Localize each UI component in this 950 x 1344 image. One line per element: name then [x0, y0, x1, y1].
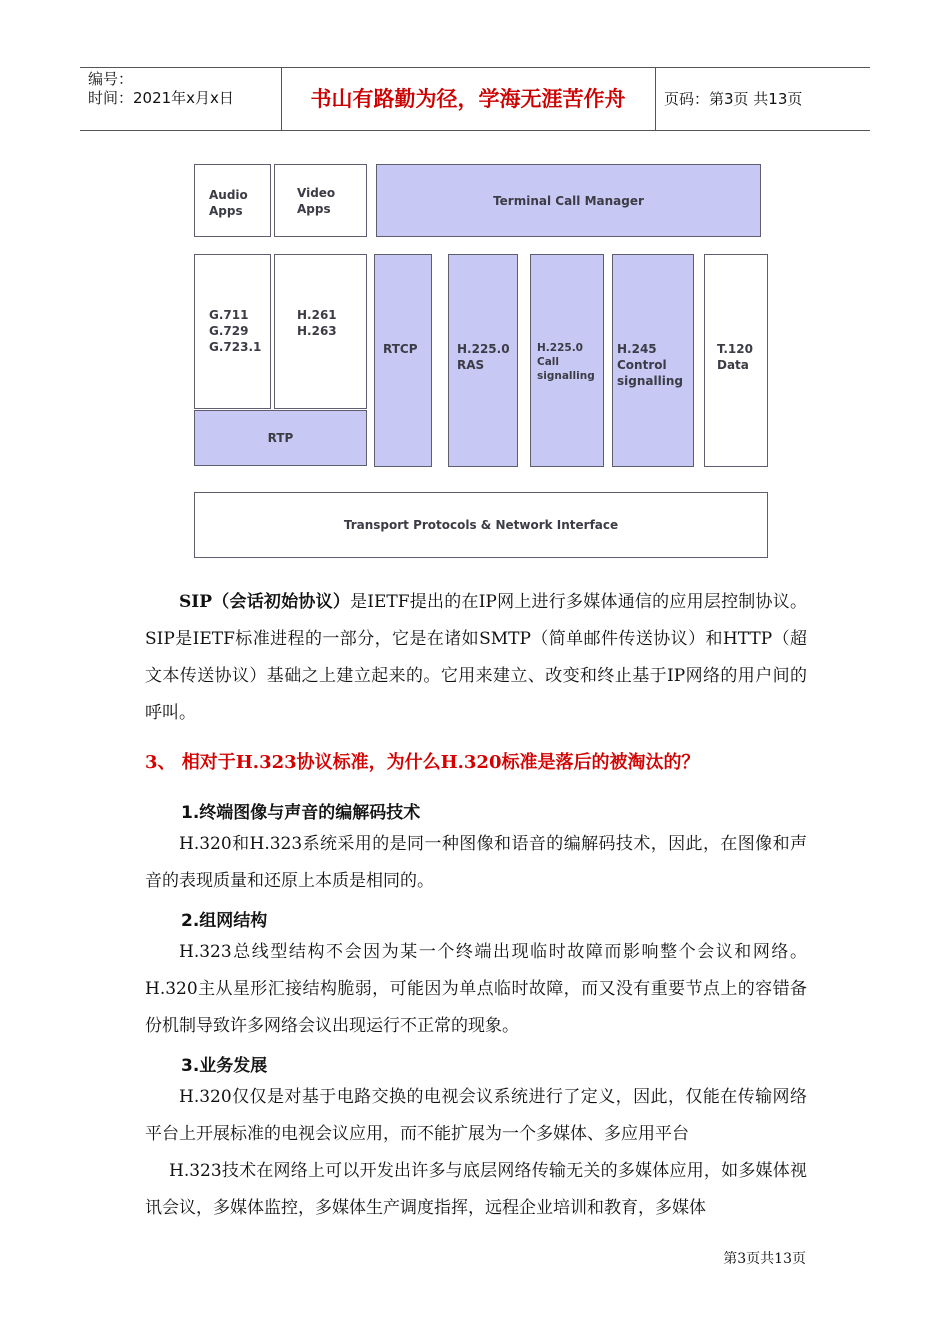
sip-lead: SIP（会话初始协议）: [179, 592, 351, 612]
control-signalling-box: H.245 Control signalling: [612, 254, 694, 467]
video-apps-box: Video Apps: [274, 164, 367, 237]
rtcp-box: RTCP: [374, 254, 432, 467]
header-motto: 书山有路勤为径，学海无涯苦作舟: [310, 87, 626, 111]
subheading-business-development: 3.业务发展: [181, 1056, 268, 1076]
sip-text: 是IETF提出的在IP网上进行多媒体通信的应用层控制协议。SIP是IETF标准进程的一部分，它是在诸如SMTP（简单邮件传送协议）和HTTP（超文本传送协议）基础之上建立起来的。它用来建立、改变和终止基于IP网络的用户间的呼叫。: [145, 592, 807, 723]
paragraph-business-h320: H.320仅仅是对基于电路交换的电视会议系统进行了定义，因此，仅能在传输网络平台上开展标准的电视会议应用，而不能扩展为一个多媒体、多应用平台: [145, 1087, 807, 1144]
audio-apps-box: Audio Apps: [194, 164, 271, 237]
ras-box: H.225.0 RAS: [448, 254, 518, 467]
section-heading: 3、 相对于H.323协议标准，为什么H.320标准是落后的被淘汰的？: [145, 752, 700, 773]
subheading-network-structure: 2.组网结构: [181, 911, 268, 931]
header-meta: [88, 70, 234, 108]
sip-paragraph: [145, 584, 807, 732]
data-box: T.120 Data: [704, 254, 768, 467]
doc-number-label: 编号：: [88, 70, 134, 88]
page-footer: 第3页共13页: [723, 1251, 806, 1267]
call-signalling-box: H.225.0 Call signalling: [530, 254, 604, 467]
subheading-codec: 1.终端图像与声音的编解码技术: [181, 803, 421, 823]
h323-protocol-stack-diagram: [192, 162, 770, 562]
paragraph-codec: H.320和H.323系统采用的是同一种图像和语音的编解码技术，因此，在图像和声音的表现质量和还原上本质是相同的。: [145, 834, 807, 891]
transport-network-box: Transport Protocols & Network Interface: [194, 492, 768, 558]
header-page-number: 页码：第3页 共13页: [664, 90, 803, 108]
header-divider: [655, 68, 656, 130]
audio-codecs-box: G.711 G.729 G.723.1: [194, 254, 271, 409]
rtp-box: RTP: [194, 410, 367, 466]
doc-time-label: 时间：2021年x月x日: [88, 89, 234, 107]
paragraph-network-structure: H.323总线型结构不会因为某一个终端出现临时故障而影响整个会议和网络。H.320主从星形汇接结构脆弱，可能因为单点临时故障，而又没有重要节点上的容错备份机制导致许多网络会议出现运行不正常的现象。: [145, 942, 807, 1036]
terminal-call-manager-box: Terminal Call Manager: [376, 164, 761, 237]
page-header: [80, 67, 870, 131]
paragraph-business-h323: H.323技术在网络上可以开发出许多与底层网络传输无关的多媒体应用，如多媒体视讯会议，多媒体监控，多媒体生产调度指挥，远程企业培训和教育，多媒体: [145, 1161, 807, 1218]
video-codecs-box: H.261 H.263: [274, 254, 367, 409]
